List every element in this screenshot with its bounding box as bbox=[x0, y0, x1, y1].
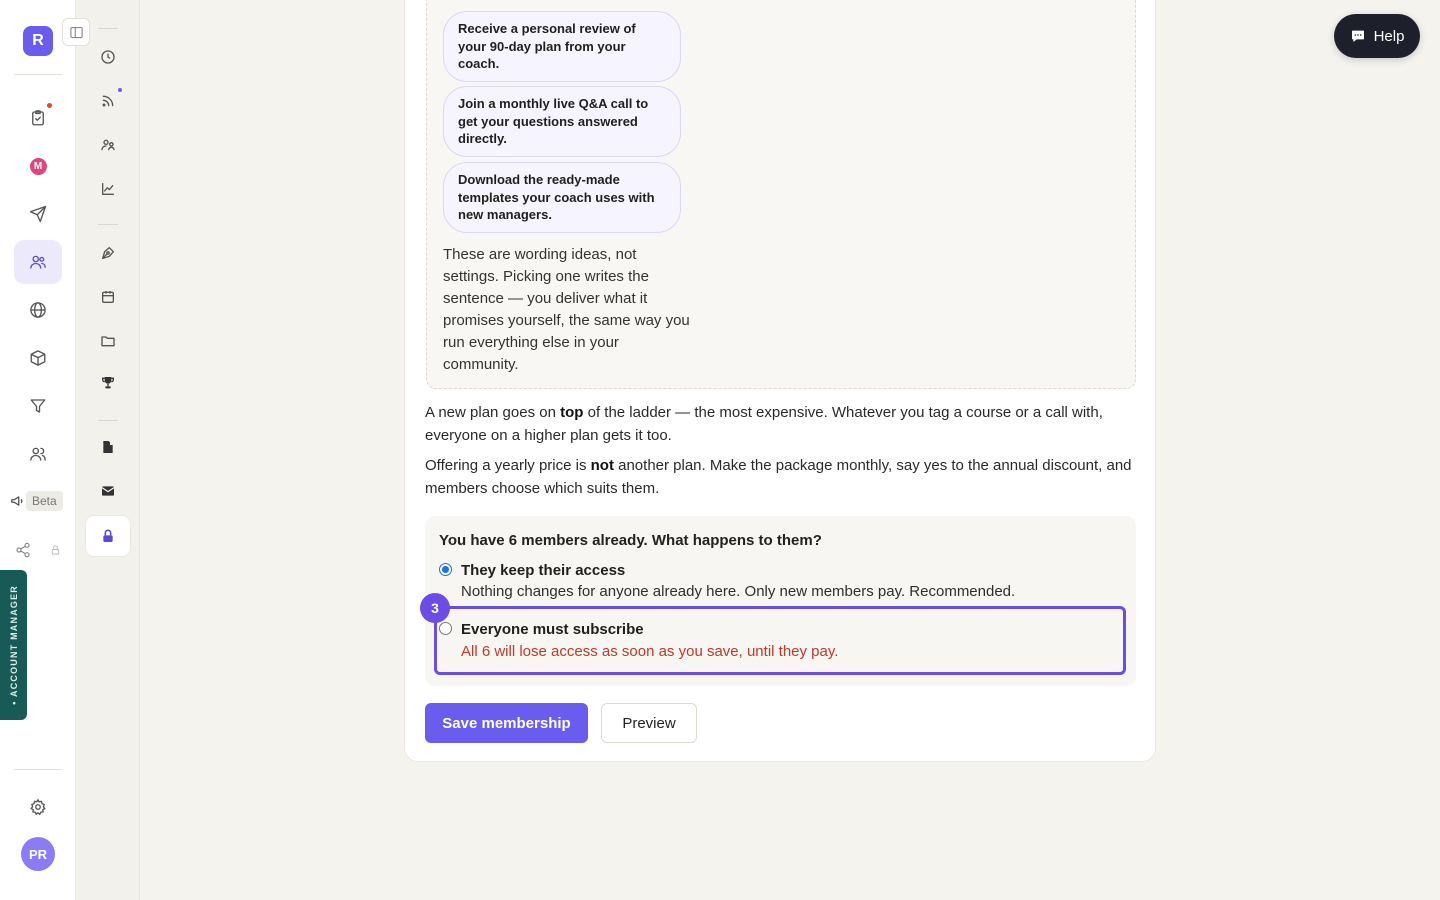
mail-app-button[interactable] bbox=[14, 144, 62, 188]
chat-bubble-icon bbox=[1350, 28, 1366, 44]
products-button[interactable] bbox=[14, 336, 62, 380]
account-manager-label: • ACCOUNT MANAGER bbox=[8, 585, 19, 705]
keep-access-title[interactable]: They keep their access bbox=[461, 562, 626, 579]
notification-dot bbox=[47, 103, 52, 108]
yearly-price-explanation: Offering a yearly price is not another plan. Make the package monthly, say yes to the annual discount, and members choose which suits them. bbox=[425, 457, 1132, 497]
filter-icon bbox=[29, 397, 47, 415]
calendar-button[interactable] bbox=[86, 277, 130, 317]
clipboard-check-icon bbox=[29, 109, 47, 127]
send-button[interactable] bbox=[14, 192, 62, 236]
user-avatar[interactable]: PR bbox=[21, 837, 55, 871]
must-subscribe-warning: All 6 will lose access as soon as you save, until they pay. bbox=[461, 643, 839, 660]
save-membership-button[interactable]: Save membership bbox=[425, 703, 588, 743]
chart-line-icon bbox=[100, 181, 116, 197]
membership-card bbox=[404, 0, 1156, 762]
clock-icon bbox=[100, 49, 116, 65]
calendar-icon bbox=[100, 289, 116, 305]
globe-icon bbox=[29, 301, 47, 319]
idea-pill[interactable]: Join a monthly live Q&A call to get your questions answered directly. bbox=[443, 86, 681, 157]
must-subscribe-radio[interactable] bbox=[439, 622, 452, 635]
primary-sidebar bbox=[0, 0, 76, 900]
members-button[interactable] bbox=[86, 125, 130, 165]
members-question: You have 6 members already. What happens to them? bbox=[439, 532, 822, 549]
classroom-button[interactable] bbox=[86, 427, 130, 467]
history-button[interactable] bbox=[86, 37, 130, 77]
design-button[interactable] bbox=[86, 233, 130, 273]
app-logo[interactable]: R bbox=[23, 26, 53, 56]
idea-pill[interactable]: Receive a personal review of your 90-day plan from your coach. bbox=[443, 11, 681, 82]
share-icon[interactable] bbox=[15, 542, 31, 558]
feed-button[interactable] bbox=[86, 81, 130, 121]
tasks-button[interactable] bbox=[14, 96, 62, 140]
ideas-note: These are wording ideas, not settings. Picking one writes the sentence — you deliver what it promises yourself, the same way you run everything else in your community. bbox=[443, 246, 690, 373]
funnels-button[interactable] bbox=[14, 384, 62, 428]
preview-button[interactable]: Preview bbox=[601, 703, 697, 743]
settings-button[interactable] bbox=[14, 785, 62, 829]
m-badge-icon: M bbox=[30, 158, 47, 175]
community-button[interactable] bbox=[14, 240, 62, 284]
people-icon bbox=[29, 445, 47, 463]
rss-icon bbox=[100, 93, 116, 109]
megaphone-icon[interactable] bbox=[10, 494, 24, 508]
folder-icon bbox=[100, 333, 116, 349]
selected-option-highlight bbox=[434, 606, 1126, 675]
envelope-icon bbox=[100, 483, 116, 499]
divider bbox=[14, 74, 62, 75]
step-badge: 3 bbox=[420, 593, 450, 623]
files-button[interactable] bbox=[86, 321, 130, 361]
ladder-explanation: A new plan goes on top of the ladder — the most expensive. Whatever you tag a course or a call with, everyone on a higher plan gets it too. bbox=[425, 404, 1103, 444]
trophy-icon bbox=[100, 375, 116, 391]
members-icon bbox=[100, 137, 116, 153]
analytics-button[interactable] bbox=[86, 169, 130, 209]
contacts-button[interactable] bbox=[14, 432, 62, 476]
leaderboard-button[interactable] bbox=[86, 363, 130, 403]
pen-tool-icon bbox=[100, 245, 116, 261]
must-subscribe-title[interactable]: Everyone must subscribe bbox=[461, 621, 644, 638]
divider bbox=[98, 224, 118, 225]
lock-small-icon bbox=[50, 544, 61, 556]
keep-access-radio[interactable] bbox=[439, 563, 452, 576]
help-button[interactable] bbox=[1334, 14, 1420, 58]
sidebar-toggle-icon bbox=[69, 25, 84, 40]
users-icon bbox=[29, 253, 47, 271]
membership-button[interactable] bbox=[86, 516, 130, 556]
account-manager-tab[interactable] bbox=[0, 570, 27, 720]
lock-icon bbox=[100, 528, 116, 544]
idea-pill[interactable]: Download the ready-made templates your coach uses with new managers. bbox=[443, 162, 681, 233]
unread-dot bbox=[118, 88, 122, 92]
collapse-sidebar-button[interactable] bbox=[62, 18, 90, 46]
divider bbox=[98, 28, 118, 29]
keep-access-desc: Nothing changes for anyone already here. Only new members pay. Recommended. bbox=[461, 583, 1016, 600]
gear-icon bbox=[29, 798, 47, 816]
divider bbox=[98, 420, 118, 421]
beta-badge: Beta bbox=[26, 491, 63, 511]
box-icon bbox=[29, 349, 47, 367]
help-label: Help bbox=[1373, 27, 1405, 45]
existing-members-box bbox=[425, 516, 1136, 686]
divider bbox=[14, 769, 62, 770]
secondary-sidebar bbox=[76, 0, 140, 900]
messages-button[interactable] bbox=[86, 471, 130, 511]
website-button[interactable] bbox=[14, 288, 62, 332]
building-icon bbox=[100, 439, 116, 455]
paper-plane-icon bbox=[29, 205, 47, 223]
wording-ideas-box bbox=[426, 0, 1136, 389]
